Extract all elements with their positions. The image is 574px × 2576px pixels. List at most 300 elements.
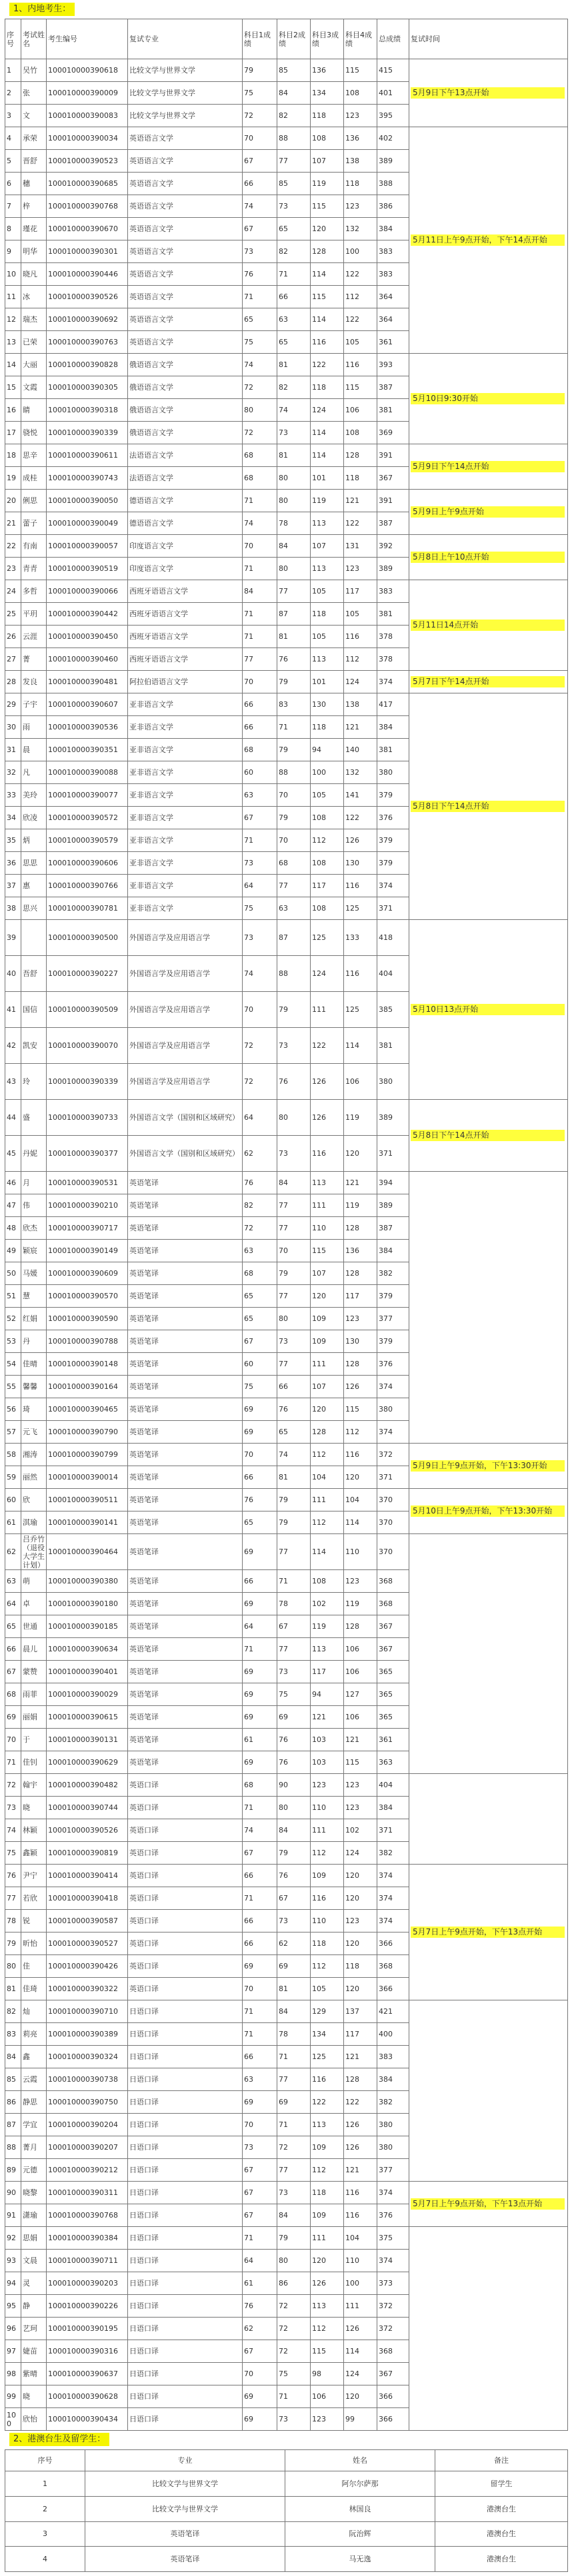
table-cell: 100 bbox=[5, 2408, 21, 2431]
table-cell: 71 bbox=[243, 626, 277, 648]
table-cell: 120 bbox=[344, 2385, 377, 2408]
table-cell: 67 bbox=[277, 1887, 311, 1910]
table-cell: 英语语言文学 bbox=[128, 218, 243, 240]
table-cell: 136 bbox=[344, 1240, 377, 1262]
table-cell: 西班牙语语言文学 bbox=[128, 603, 243, 626]
table-cell: 68 bbox=[277, 852, 311, 875]
table-cell: 69 bbox=[243, 1706, 277, 1729]
table-cell: 100010000390711 bbox=[47, 2250, 128, 2272]
table-cell: 102 bbox=[311, 1593, 344, 1615]
table-cell: 66 bbox=[243, 693, 277, 716]
table-cell: 73 bbox=[243, 852, 277, 875]
table-cell: 371 bbox=[377, 1136, 409, 1172]
schedule-cell bbox=[409, 2182, 568, 2227]
table-cell: 65 bbox=[243, 308, 277, 331]
table-cell: 101 bbox=[311, 467, 344, 490]
table-cell: 日语口译 bbox=[128, 2091, 243, 2114]
table-cell: 大丽 bbox=[21, 354, 47, 376]
table-cell: 114 bbox=[344, 2340, 377, 2363]
table-cell: 100010000390450 bbox=[47, 626, 128, 648]
table-cell: 65 bbox=[243, 1308, 277, 1330]
table-cell: 雨 bbox=[21, 716, 47, 739]
table-cell: 387 bbox=[377, 1217, 409, 1240]
table-cell: 英语语言文学 bbox=[128, 263, 243, 286]
table-cell: 126 bbox=[344, 2114, 377, 2136]
table-cell: 晓 bbox=[21, 2385, 47, 2408]
table-cell: 昕怡 bbox=[21, 1932, 47, 1955]
table-cell: 129 bbox=[311, 2000, 344, 2023]
table-cell: 100010000390009 bbox=[47, 82, 128, 105]
schedule-time: 5月10日9:30开始 bbox=[411, 393, 565, 404]
table-cell: 70 bbox=[243, 535, 277, 558]
table-cell: 108 bbox=[311, 897, 344, 920]
table-cell: 22 bbox=[5, 535, 21, 558]
table-cell: 379 bbox=[377, 852, 409, 875]
table-cell: 日语口译 bbox=[128, 2408, 243, 2431]
table-cell: 73 bbox=[277, 195, 311, 218]
table-cell: 亚非语言文学 bbox=[128, 693, 243, 716]
table-cell: 84 bbox=[277, 1819, 311, 1842]
table-cell: 382 bbox=[377, 1262, 409, 1285]
table-cell: 105 bbox=[344, 331, 377, 354]
section-title-hmt-international: 2、港澳台生及留学生： bbox=[9, 2433, 109, 2446]
table-cell: 77 bbox=[277, 580, 311, 603]
table-cell: 370 bbox=[377, 1489, 409, 1511]
table-cell: 73 bbox=[277, 2182, 311, 2204]
table-cell: 361 bbox=[377, 1729, 409, 1751]
table-cell: 121 bbox=[344, 2159, 377, 2182]
table-cell: 100010000390066 bbox=[47, 580, 128, 603]
schedule-time: 5月8日上午10点开始 bbox=[411, 552, 565, 563]
table-cell: 366 bbox=[377, 2385, 409, 2408]
table-cell: 65 bbox=[5, 1615, 21, 1638]
table-cell: 82 bbox=[5, 2000, 21, 2023]
table-cell: 63 bbox=[5, 1570, 21, 1593]
table-cell: 374 bbox=[377, 671, 409, 693]
table-cell: 381 bbox=[377, 739, 409, 761]
table-cell: 英语笔译 bbox=[128, 1240, 243, 1262]
table-cell: 69 bbox=[243, 1421, 277, 1444]
table-cell: 79 bbox=[277, 1262, 311, 1285]
table-cell: 66 bbox=[243, 716, 277, 739]
table-cell: 5 bbox=[5, 150, 21, 173]
table-cell: 70 bbox=[243, 1444, 277, 1466]
table-cell: 374 bbox=[377, 1376, 409, 1398]
table-cell: 日语口译 bbox=[128, 2023, 243, 2046]
table-cell: 多哲 bbox=[21, 580, 47, 603]
table-cell: 112 bbox=[311, 1511, 344, 1534]
table-cell: 63 bbox=[243, 1240, 277, 1262]
table-cell: 17 bbox=[5, 422, 21, 444]
table-cell: 54 bbox=[5, 1353, 21, 1376]
table-cell: 123 bbox=[311, 1774, 344, 1797]
table-cell: 世通 bbox=[21, 1615, 47, 1638]
table-cell: 404 bbox=[377, 1774, 409, 1797]
table-cell: 109 bbox=[311, 1865, 344, 1887]
table-cell: 132 bbox=[344, 761, 377, 784]
table-cell: 英语笔译 bbox=[128, 1511, 243, 1534]
table-cell: 俄语语言文学 bbox=[128, 422, 243, 444]
table-cell: 374 bbox=[377, 875, 409, 897]
table-cell: 123 bbox=[344, 1570, 377, 1593]
table-cell: 373 bbox=[377, 2272, 409, 2295]
table-cell: 思思 bbox=[21, 852, 47, 875]
table-cell: 日语口译 bbox=[128, 2114, 243, 2136]
table-cell: 130 bbox=[344, 1330, 377, 1353]
table-cell: 368 bbox=[377, 1593, 409, 1615]
table-cell: 85 bbox=[277, 59, 311, 82]
table-row bbox=[5, 920, 568, 956]
table-cell: 114 bbox=[311, 444, 344, 467]
table-cell: 128 bbox=[344, 1615, 377, 1638]
table-cell: 亚非语言文学 bbox=[128, 829, 243, 852]
table-cell: 78 bbox=[5, 1910, 21, 1932]
table-cell: 100010000390615 bbox=[47, 1706, 128, 1729]
table-cell: 380 bbox=[377, 1064, 409, 1100]
table-cell: 73 bbox=[5, 1797, 21, 1819]
table-cell: 于 bbox=[21, 1729, 47, 1751]
table-cell: 馨馨 bbox=[21, 1376, 47, 1398]
table-cell: 121 bbox=[344, 716, 377, 739]
table-cell: 欣凌 bbox=[21, 807, 47, 829]
table-cell: 94 bbox=[5, 2272, 21, 2295]
table-cell: 71 bbox=[243, 2000, 277, 2023]
table-cell: 70 bbox=[277, 784, 311, 807]
table-cell: 100010000390531 bbox=[47, 1172, 128, 1194]
table-cell: 381 bbox=[377, 603, 409, 626]
table-cell: 66 bbox=[243, 1570, 277, 1593]
table-cell: 66 bbox=[277, 1376, 311, 1398]
table-cell: 376 bbox=[377, 1353, 409, 1376]
table-cell: 120 bbox=[311, 2250, 344, 2272]
schedule-cell bbox=[409, 671, 568, 693]
table-cell: 370 bbox=[377, 1534, 409, 1570]
table-cell: 68 bbox=[5, 1683, 21, 1706]
table-cell: 47 bbox=[5, 1194, 21, 1217]
mainland-results-table bbox=[5, 19, 568, 2431]
table-cell: 65 bbox=[277, 1421, 311, 1444]
table-cell: 114 bbox=[311, 422, 344, 444]
table-cell: 404 bbox=[377, 956, 409, 992]
table-cell: 79 bbox=[243, 59, 277, 82]
table-row bbox=[5, 2521, 568, 2547]
table-cell: 67 bbox=[243, 1842, 277, 1865]
table-cell: 80 bbox=[277, 1100, 311, 1136]
table-cell: 76 bbox=[243, 1172, 277, 1194]
column-header: 科目4成绩 bbox=[344, 19, 377, 59]
table-cell: 100010000390226 bbox=[47, 2295, 128, 2318]
table-cell: 401 bbox=[377, 82, 409, 105]
table-cell: 100010000390670 bbox=[47, 218, 128, 240]
table-cell: 日语口译 bbox=[128, 2159, 243, 2182]
table-cell: 122 bbox=[344, 807, 377, 829]
table-cell: 57 bbox=[5, 1421, 21, 1444]
table-cell: 80 bbox=[277, 558, 311, 580]
table-cell: 377 bbox=[377, 1308, 409, 1330]
schedule-cell bbox=[409, 59, 568, 127]
table-cell: 374 bbox=[377, 2250, 409, 2272]
table-cell: 英语语言文学 bbox=[128, 195, 243, 218]
table-cell: 69 bbox=[243, 2408, 277, 2431]
table-cell: 英语口译 bbox=[128, 1865, 243, 1887]
table-cell: 374 bbox=[377, 1887, 409, 1910]
table-cell: 锐 bbox=[21, 1910, 47, 1932]
table-cell: 49 bbox=[5, 1240, 21, 1262]
table-cell: 100010000390339 bbox=[47, 1064, 128, 1100]
table-cell: 383 bbox=[377, 580, 409, 603]
table-row bbox=[5, 2471, 568, 2497]
table-cell: 70 bbox=[277, 1240, 311, 1262]
table-cell: 明华 bbox=[21, 240, 47, 263]
schedule-cell bbox=[409, 1865, 568, 2000]
table-cell: 100010000390389 bbox=[47, 2023, 128, 2046]
table-cell: 119 bbox=[344, 1593, 377, 1615]
table-cell: 英语笔译 bbox=[128, 1398, 243, 1421]
table-cell: 88 bbox=[277, 761, 311, 784]
table-cell: 12 bbox=[5, 308, 21, 331]
table-cell: 120 bbox=[344, 1865, 377, 1887]
table-cell: 思兴 bbox=[21, 897, 47, 920]
table-cell: 116 bbox=[344, 1444, 377, 1466]
table-cell: 75 bbox=[243, 897, 277, 920]
table-cell: 121 bbox=[311, 1706, 344, 1729]
table-cell: 丽娟 bbox=[21, 1706, 47, 1729]
table-cell: 71 bbox=[243, 286, 277, 308]
table-cell: 367 bbox=[377, 467, 409, 490]
table-cell: 港澳台生 bbox=[435, 2521, 568, 2547]
table-cell: 云霞 bbox=[21, 2068, 47, 2091]
table-cell: 110 bbox=[344, 1534, 377, 1570]
table-cell: 391 bbox=[377, 444, 409, 467]
table-cell: 100010000390763 bbox=[47, 331, 128, 354]
table-cell: 123 bbox=[344, 1910, 377, 1932]
table-cell: 121 bbox=[344, 490, 377, 512]
table-cell: 138 bbox=[344, 693, 377, 716]
table-cell: 126 bbox=[311, 1064, 344, 1100]
table-cell: 吕乔竹（退役大学生计划） bbox=[21, 1534, 47, 1570]
table-cell: 77 bbox=[277, 1638, 311, 1661]
table-cell: 英语笔译 bbox=[128, 1466, 243, 1489]
table-cell: 114 bbox=[311, 1534, 344, 1570]
table-cell: 72 bbox=[243, 1028, 277, 1064]
table-cell: 104 bbox=[344, 2227, 377, 2250]
table-cell: 英语笔译 bbox=[128, 1330, 243, 1353]
table-cell: 71 bbox=[243, 1797, 277, 1819]
table-cell: 68 bbox=[243, 467, 277, 490]
column-header: 考生编号 bbox=[47, 19, 128, 59]
table-cell: 已荣 bbox=[21, 331, 47, 354]
table-cell: 379 bbox=[377, 829, 409, 852]
table-cell: 40 bbox=[5, 956, 21, 992]
table-cell: 72 bbox=[277, 2295, 311, 2318]
table-cell: 66 bbox=[243, 1865, 277, 1887]
table-cell: 415 bbox=[377, 59, 409, 82]
table-cell: 20 bbox=[5, 490, 21, 512]
table-cell: 137 bbox=[344, 2000, 377, 2023]
table-cell: 外国语言学及应用语言学 bbox=[128, 920, 243, 956]
table-cell: 93 bbox=[5, 2250, 21, 2272]
table-cell: 100010000390131 bbox=[47, 1729, 128, 1751]
table-cell: 115 bbox=[311, 2340, 344, 2363]
table-cell: 136 bbox=[344, 127, 377, 150]
table-cell: 92 bbox=[5, 2227, 21, 2250]
table-cell: 108 bbox=[311, 127, 344, 150]
table-cell: 婕苗 bbox=[21, 2340, 47, 2363]
table-cell: 384 bbox=[377, 1797, 409, 1819]
table-cell: 100010000390070 bbox=[47, 1028, 128, 1064]
table-cell: 77 bbox=[277, 2068, 311, 2091]
table-row bbox=[5, 127, 568, 150]
table-cell: 113 bbox=[311, 512, 344, 535]
table-cell: 67 bbox=[5, 1661, 21, 1683]
table-cell: 100010000390141 bbox=[47, 1511, 128, 1534]
table-cell: 100010000390481 bbox=[47, 671, 128, 693]
table-cell: 116 bbox=[344, 354, 377, 376]
table-cell: 111 bbox=[311, 1489, 344, 1511]
table-cell: 78 bbox=[277, 512, 311, 535]
table-cell: 13 bbox=[5, 331, 21, 354]
table-cell: 79 bbox=[277, 1489, 311, 1511]
table-cell: 港澳台生 bbox=[435, 2496, 568, 2521]
table-cell: 亚非语言文学 bbox=[128, 716, 243, 739]
table-cell: 128 bbox=[344, 444, 377, 467]
table-cell: 106 bbox=[344, 1638, 377, 1661]
table-cell: 120 bbox=[344, 1466, 377, 1489]
table-cell: 39 bbox=[5, 920, 21, 956]
table-cell: 111 bbox=[344, 2295, 377, 2318]
table-cell: 112 bbox=[311, 2159, 344, 2182]
table-cell: 英语口译 bbox=[128, 1797, 243, 1819]
table-cell: 69 bbox=[277, 1706, 311, 1729]
table-cell: 翰宇 bbox=[21, 1774, 47, 1797]
table-cell: 100010000390590 bbox=[47, 1308, 128, 1330]
table-cell: 70 bbox=[243, 671, 277, 693]
table-cell: 76 bbox=[243, 2295, 277, 2318]
table-cell: 120 bbox=[311, 1398, 344, 1421]
table-row bbox=[5, 1100, 568, 1136]
table-cell: 113 bbox=[311, 2114, 344, 2136]
table-cell: 126 bbox=[311, 2272, 344, 2295]
table-cell: 35 bbox=[5, 829, 21, 852]
mainland-results-table-wrapper bbox=[5, 19, 568, 2428]
table-cell: 76 bbox=[277, 1064, 311, 1100]
table-cell: 66 bbox=[243, 1910, 277, 1932]
table-cell: 117 bbox=[344, 580, 377, 603]
table-cell: 90 bbox=[5, 2182, 21, 2204]
table-cell: 110 bbox=[311, 1910, 344, 1932]
table-cell: 85 bbox=[277, 173, 311, 195]
table-cell: 73 bbox=[243, 240, 277, 263]
table-cell: 英语口译 bbox=[128, 1819, 243, 1842]
table-cell: 100010000390322 bbox=[47, 1978, 128, 2000]
table-cell: 英语口译 bbox=[128, 1955, 243, 1978]
table-cell: 瑞杰 bbox=[21, 308, 47, 331]
table-cell: 文 bbox=[21, 105, 47, 127]
table-cell: 126 bbox=[344, 829, 377, 852]
table-cell: 艺珂 bbox=[21, 2318, 47, 2340]
table-cell: 111 bbox=[311, 2227, 344, 2250]
table-cell: 4 bbox=[5, 2547, 85, 2572]
table-cell: 56 bbox=[5, 1398, 21, 1421]
table-cell: 123 bbox=[344, 105, 377, 127]
table-cell: 103 bbox=[311, 1729, 344, 1751]
table-cell: 亚非语言文学 bbox=[128, 875, 243, 897]
table-cell: 50 bbox=[5, 1262, 21, 1285]
table-cell: 417 bbox=[377, 693, 409, 716]
table-cell: 18 bbox=[5, 444, 21, 467]
table-row bbox=[5, 2182, 568, 2204]
table-cell: 376 bbox=[377, 2204, 409, 2227]
table-cell: 100010000390710 bbox=[47, 2000, 128, 2023]
table-cell: 灿 bbox=[21, 2000, 47, 2023]
table-cell: 青青 bbox=[21, 558, 47, 580]
table-cell: 100010000390634 bbox=[47, 1638, 128, 1661]
table-cell: 外国语言文学（国别和区域研究） bbox=[128, 1100, 243, 1136]
table-cell: 108 bbox=[311, 1570, 344, 1593]
table-cell: 389 bbox=[377, 1100, 409, 1136]
table-cell: 389 bbox=[377, 1194, 409, 1217]
table-cell: 372 bbox=[377, 1444, 409, 1466]
table-cell: 丽然 bbox=[21, 1466, 47, 1489]
table-cell: 尹宁 bbox=[21, 1865, 47, 1887]
table-cell: 文霞 bbox=[21, 376, 47, 399]
table-cell: 88 bbox=[277, 127, 311, 150]
table-cell: 71 bbox=[277, 2114, 311, 2136]
schedule-cell bbox=[409, 1534, 568, 1774]
table-cell: 86 bbox=[5, 2091, 21, 2114]
table-cell: 66 bbox=[243, 1466, 277, 1489]
table-cell: 364 bbox=[377, 308, 409, 331]
table-cell: 100010000390401 bbox=[47, 1661, 128, 1683]
section-title-mainland: 1、内地考生： bbox=[9, 3, 75, 16]
table-cell: 58 bbox=[5, 1444, 21, 1466]
table-cell: 67 bbox=[243, 2159, 277, 2182]
table-cell: 晓凡 bbox=[21, 263, 47, 286]
table-cell: 36 bbox=[5, 852, 21, 875]
table-cell: 115 bbox=[311, 286, 344, 308]
table-cell: 87 bbox=[277, 603, 311, 626]
table-cell: 98 bbox=[311, 2363, 344, 2385]
table-cell: 79 bbox=[277, 2227, 311, 2250]
table-cell: 100010000390148 bbox=[47, 1353, 128, 1376]
table-cell: 370 bbox=[377, 1511, 409, 1534]
table-cell: 368 bbox=[377, 1570, 409, 1593]
table-cell: 67 bbox=[243, 2340, 277, 2363]
table-cell: 英语笔译 bbox=[128, 1661, 243, 1683]
table-cell: 78 bbox=[277, 1593, 311, 1615]
table-cell: 俄语语言文学 bbox=[128, 399, 243, 422]
table-cell: 112 bbox=[311, 1842, 344, 1865]
table-row bbox=[5, 580, 568, 603]
table-cell: 英语笔译 bbox=[128, 1172, 243, 1194]
table-cell: 73 bbox=[277, 1136, 311, 1172]
table-cell: 亚非语言文学 bbox=[128, 739, 243, 761]
table-cell: 75 bbox=[5, 1842, 21, 1865]
table-cell: 119 bbox=[311, 490, 344, 512]
table-cell: 8 bbox=[5, 218, 21, 240]
table-cell: 100010000390733 bbox=[47, 1100, 128, 1136]
table-cell: 124 bbox=[344, 1842, 377, 1865]
table-cell: 117 bbox=[344, 1285, 377, 1308]
table-cell: 123 bbox=[344, 558, 377, 580]
table-cell: 80 bbox=[277, 2250, 311, 2272]
table-cell: 100010000390743 bbox=[47, 467, 128, 490]
table-cell: 67 bbox=[243, 1330, 277, 1353]
table-cell: 灵 bbox=[21, 2272, 47, 2295]
schedule-time: 5月9日上午9点开始 bbox=[411, 506, 565, 518]
table-cell: 71 bbox=[243, 1638, 277, 1661]
table-cell: 118 bbox=[311, 603, 344, 626]
